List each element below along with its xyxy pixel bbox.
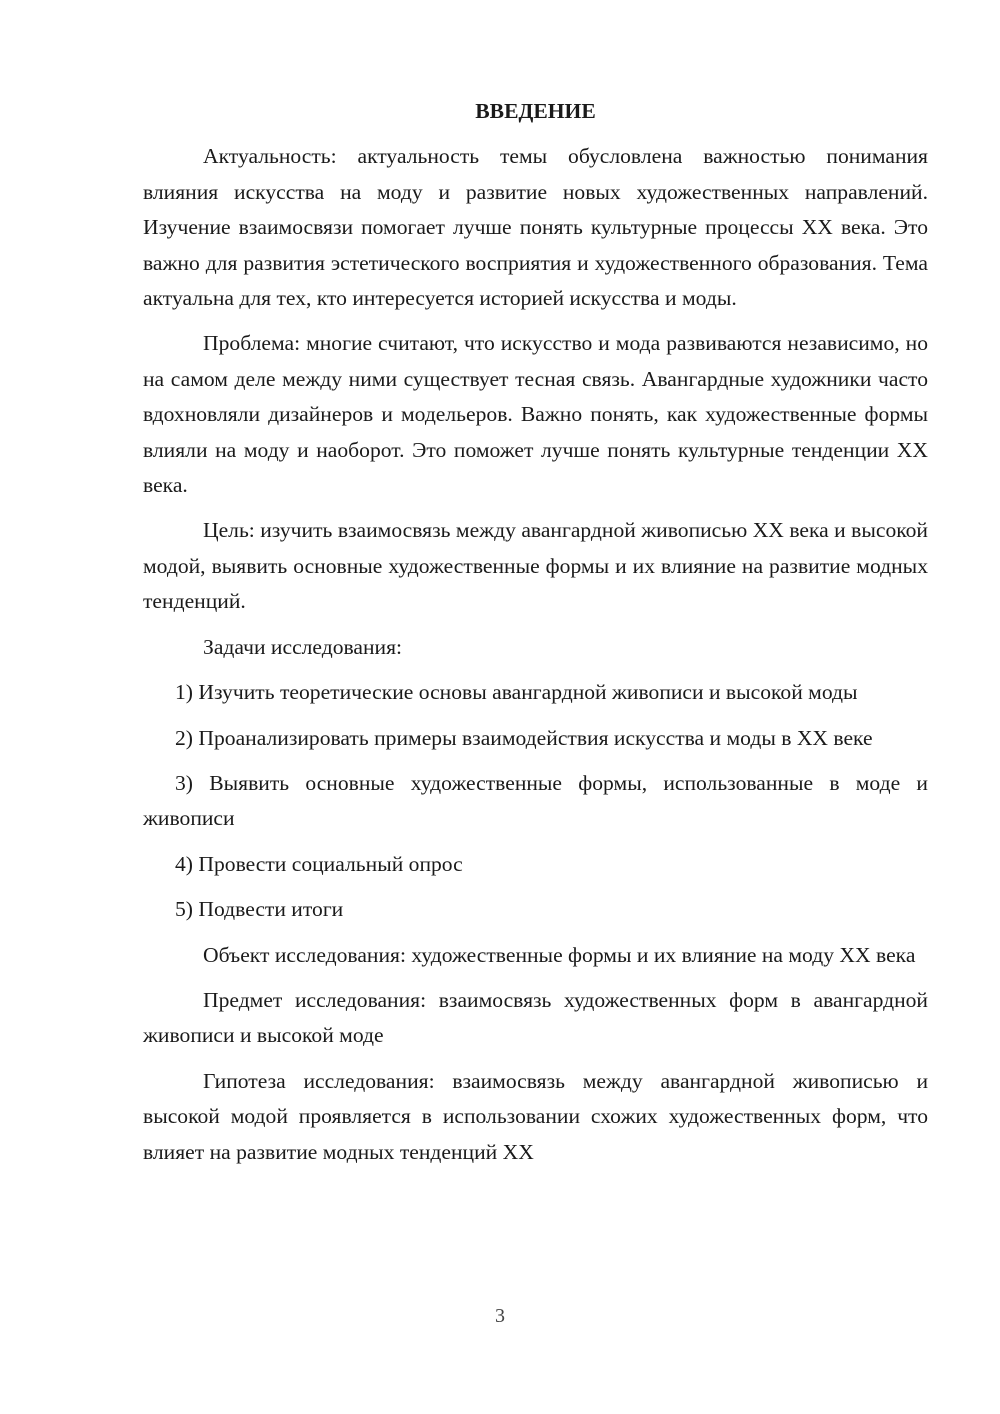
relevance-paragraph: Актуальность: актуальность темы обусловлена важностью понимания влияния искусства на моду и развитие новых художественных направлений. Изучение взаимосвязи помогает лучше понять культурные процессы XX века. Это важно для развития эстетического восприятия и художественного образования. Тема актуальна для тех, кто интересуется историей искусства и моды. — [143, 144, 928, 311]
goal-paragraph: Цель: изучить взаимосвязь между авангардной живописью XX века и высокой модой, выявить основные художественные формы и их влияние на развитие модных тенденций. — [143, 518, 928, 614]
tasks-title: Задачи исследования: — [203, 634, 403, 659]
problem-paragraph: Проблема: многие считают, что искусство и мода развиваются независимо, но на самом деле между ними существует тесная связь. Авангардные художники часто вдохновляли дизайнеров и модельеров. Важно понять, как художественные формы влияли на моду и наоборот. Это поможет лучше понять культурные тенденции XX века. — [143, 331, 928, 498]
task-item: 2) Проанализировать примеры взаимодействия искусства и моды в XX веке — [175, 725, 873, 750]
task-item: 5) Подвести итоги — [175, 897, 344, 922]
task-item: 3) Выявить основные художественные формы, использованные в моде и живописи — [143, 770, 928, 831]
hypothesis-paragraph: Гипотеза исследования: взаимосвязь между авангардной живописью и высокой модой проявляется в использовании схожих художественных форм, что влияет на развитие модных тенденций XX — [143, 1068, 928, 1164]
section-heading: ВВЕДЕНИЕ — [475, 99, 596, 123]
task-item: 1) Изучить теоретические основы авангардной живописи и высокой моды — [175, 680, 858, 705]
subject-paragraph: Предмет исследования: взаимосвязь художественных форм в авангардной живописи и высокой моде — [143, 987, 928, 1048]
object-paragraph: Объект исследования: художественные формы и их влияние на моду XX века — [203, 942, 916, 967]
task-item: 4) Провести социальный опрос — [175, 851, 463, 876]
document-body — [143, 94, 928, 1180]
page-number: 3 — [495, 1305, 505, 1327]
